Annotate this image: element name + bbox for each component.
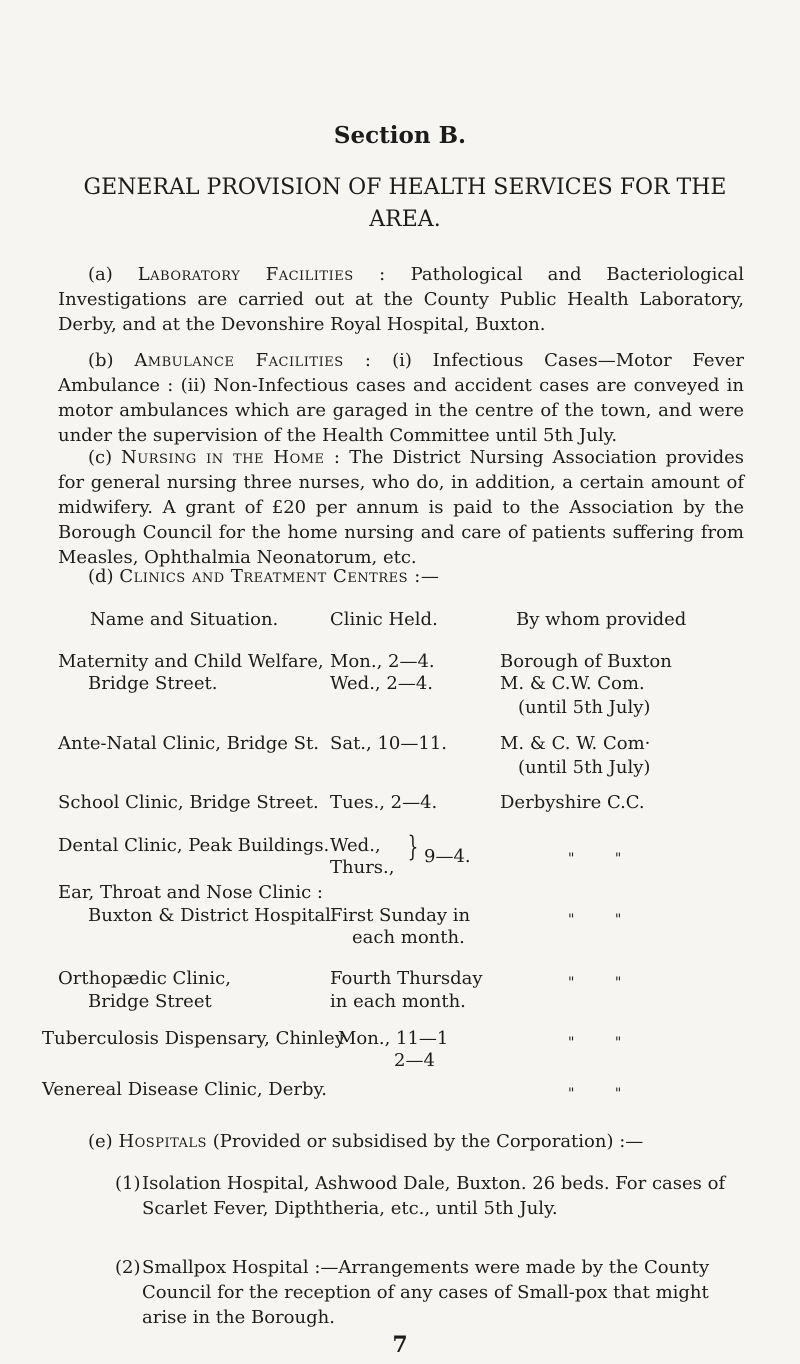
clinic-held: in each month. (330, 991, 466, 1012)
paragraph-text: (i) Infectious Cases—Motor Fever Ambulance : (ii) Non-Infectious cases and accident cases are conveyed in motor ambulances which are garaged in the centre of the town, and were under the supervision of the Health Committee until 5th July. (58, 350, 744, 446)
clinic-provider-note: (until 5th July) (518, 757, 651, 778)
clinic-held-time: 9—4. (424, 846, 471, 867)
paragraph-heading: Laboratory Facilities : (137, 264, 386, 285)
paragraph-heading: Clinics and Treatment Centres :— (119, 566, 440, 587)
clinic-name: Venereal Disease Clinic, Derby. (42, 1079, 328, 1100)
paragraph-label: (a) (88, 264, 113, 285)
list-number: (2) (115, 1257, 141, 1278)
clinic-name: Maternity and Child Welfare, (58, 651, 324, 672)
paragraph-label: (d) (88, 566, 114, 587)
clinic-location: Buxton & District Hospital. (88, 905, 337, 926)
list-number: (1) (115, 1173, 141, 1194)
paragraph-label: (c) (88, 447, 113, 468)
paragraph-heading: Ambulance Facilities : (134, 350, 372, 371)
page-number: 7 (392, 1332, 408, 1358)
clinic-held: each month. (352, 927, 465, 948)
ditto-mark: " " (568, 851, 640, 867)
clinic-held: Mon., 11—1 (338, 1028, 449, 1049)
ditto-mark: " " (568, 975, 640, 991)
hospitals-heading (88, 1131, 643, 1153)
column-header-provider: By whom provided (516, 609, 687, 630)
paragraph-ambulance (58, 348, 744, 448)
page-title: GENERAL PROVISION OF HEALTH SERVICES FOR THE AREA. (83, 175, 727, 232)
section-heading: Section B. (333, 122, 467, 149)
paragraph-label: (e) (88, 1131, 113, 1152)
clinic-held: Tues., 2—4. (330, 792, 438, 813)
clinic-provider: Borough of Buxton (500, 651, 672, 672)
list-item: Smallpox Hospital :—Arrangements were made by the County Council for the reception of any cases of Small-pox that might arise in the Borough. (142, 1257, 710, 1328)
paragraph-text: The District Nursing Association provides for general nursing three nurses, who do, in addition, a certain amount of midwifery. A grant of £20 per annum is paid to the Association by the Borough Council for the home nursing and care of patients suffering from Measles, Ophthalmia Neonatorum, etc. (58, 447, 744, 568)
clinic-name: Dental Clinic, Peak Buildings. (58, 835, 330, 856)
column-header-name: Name and Situation. (90, 609, 279, 630)
clinic-provider-note: (until 5th July) (518, 697, 651, 718)
paragraph-text: (Provided or subsidised by the Corporation) :— (206, 1131, 644, 1152)
clinic-name: Tuberculosis Dispensary, Chinley (42, 1028, 345, 1049)
clinic-held: Sat., 10—11. (330, 733, 447, 754)
ditto-mark: " " (568, 1035, 640, 1051)
clinic-held: Wed., (330, 835, 381, 856)
clinic-held: Wed., 2—4. (330, 673, 433, 694)
list-item: Isolation Hospital, Ashwood Dale, Buxton. 26 beds. For cases of Scarlet Fever, Dipththeria, etc., until 5th July. (142, 1173, 726, 1219)
clinic-location: Bridge Street (88, 991, 212, 1012)
clinic-name: Ear, Throat and Nose Clinic : (58, 882, 323, 903)
paragraph-laboratory (58, 262, 744, 337)
paragraph-label: (b) (88, 350, 114, 371)
clinic-provider: Derbyshire C.C. (500, 792, 645, 813)
paragraph-heading: Hospitals (118, 1131, 207, 1152)
clinic-location: Bridge Street. (88, 673, 218, 694)
clinic-held: 2—4 (394, 1050, 435, 1071)
clinic-held: Fourth Thursday (330, 968, 483, 989)
clinic-held: First Sunday in (330, 905, 471, 926)
clinic-name: Orthopædic Clinic, (58, 968, 231, 989)
clinic-name: School Clinic, Bridge Street. (58, 792, 319, 813)
clinics-heading (88, 566, 439, 588)
clinic-held: Thurs., (330, 857, 395, 878)
column-header-held: Clinic Held. (330, 609, 438, 630)
paragraph-nursing (58, 445, 744, 570)
clinic-held: Mon., 2—4. (330, 651, 435, 672)
paragraph-text: Pathological and Bacteriological Investigations are carried out at the County Public Health Laboratory, Derby, and at the Devonshire Royal Hospital, Buxton. (58, 264, 744, 335)
clinic-provider: M. & C. W. Com· (500, 733, 651, 754)
ditto-mark: " " (568, 1086, 640, 1102)
brace-symbol: } (407, 830, 419, 863)
clinic-name: Ante-Natal Clinic, Bridge St. (58, 733, 319, 754)
paragraph-heading: Nursing in the Home : (121, 447, 341, 468)
clinic-provider: M. & C.W. Com. (500, 673, 645, 694)
ditto-mark: " " (568, 912, 640, 928)
